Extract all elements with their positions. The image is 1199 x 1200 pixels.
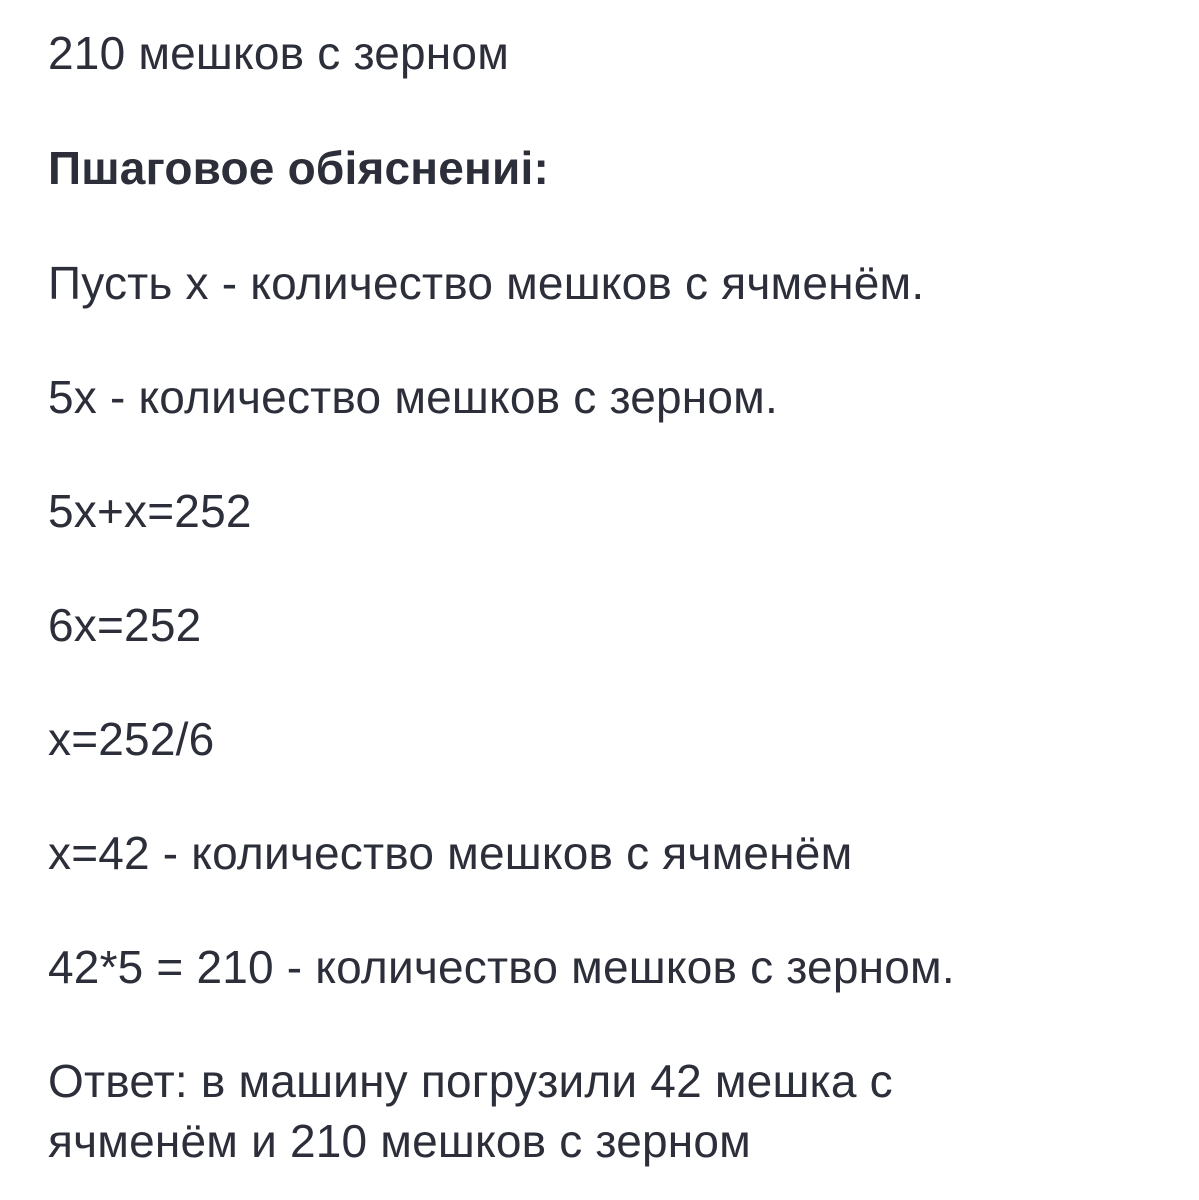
- explanation-heading: Пшаговое обiяснениi:: [48, 142, 550, 194]
- step-line: 42*5 = 210 - количество мешков с зерном.: [48, 941, 955, 993]
- step-line: 5х - количество мешков с зерном.: [48, 371, 778, 423]
- step-line: 5х+х=252: [48, 485, 252, 537]
- answer-summary: 210 мешков с зерном: [48, 27, 510, 79]
- step-line: х=42 - количество мешков с ячменём: [48, 827, 853, 879]
- step-line: Пусть х - количество мешков с ячменём.: [48, 257, 925, 309]
- step-line: х=252/6: [48, 713, 215, 765]
- final-answer-line-2: ячменём и 210 мешков с зерном: [48, 1115, 751, 1167]
- step-line: 6х=252: [48, 599, 202, 651]
- final-answer-line-1: Ответ: в машину погрузили 42 мешка с: [48, 1055, 893, 1107]
